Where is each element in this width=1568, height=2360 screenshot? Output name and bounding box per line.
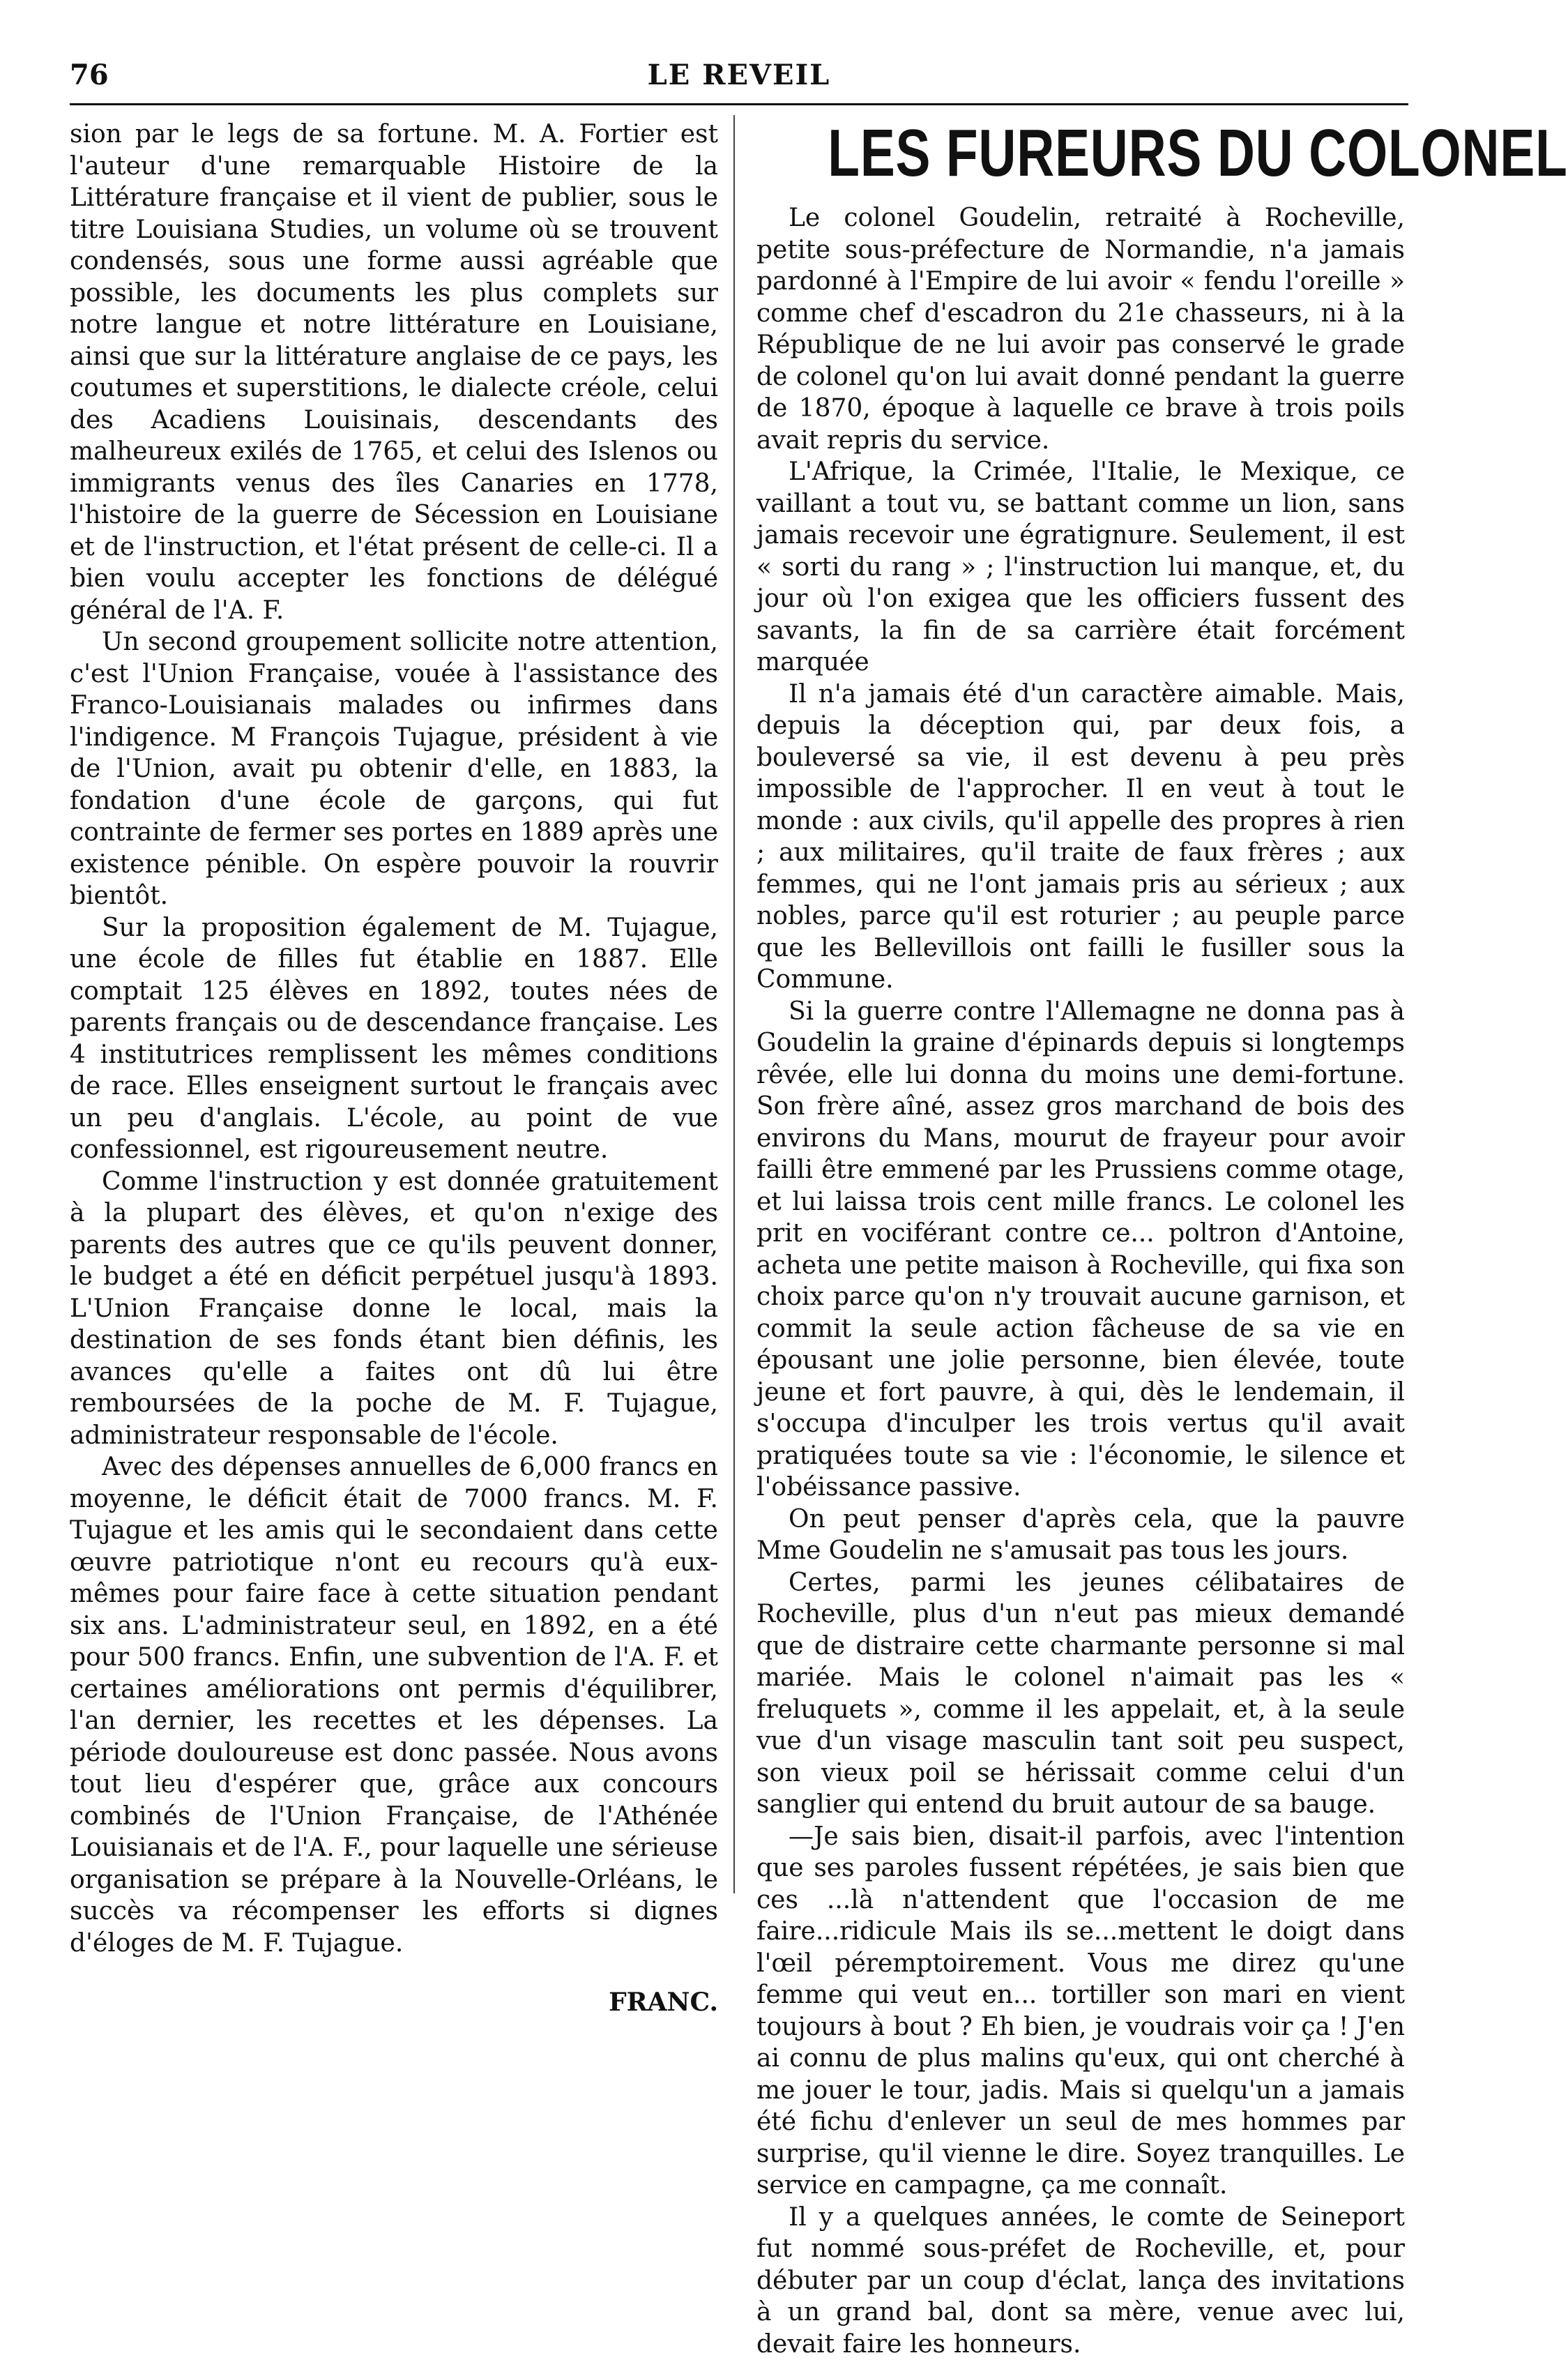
author-signature: FRANC. xyxy=(70,1987,718,2019)
left-column xyxy=(70,119,718,2019)
paragraph: —Je sais bien, disait-il parfois, avec l'intention que ses paroles fussent répétées, je sais bien que ces ...là n'attendent que l'occasion de me faire...ridicule Mais ils se...mettent le doigt dans l'œil péremptoirement. Vous me direz qu'une femme qui veut en... tortiller son mari en vient toujours à bout ? Eh bien, je voudrais voir ça ! J'en ai connu de plus malins qu'eux, qui ont cherché à me jouer le tour, jadis. Mais si quelqu'un a jamais été fichu d'enlever un seul de mes hommes par surprise, qu'il vienne le dire. Soyez tranquilles. Le service en campagne, ça me connaît. xyxy=(756,1821,1405,2202)
running-title: LE REVEIL xyxy=(70,59,1408,91)
paragraph: Il n'a jamais été d'un caractère aimable. Mais, depuis la déception qui, par deux fois, a bouleversé sa vie, il est devenu à peu près impossible de l'approcher. Il en veut à tout le monde : aux civils, qu'il appelle des propres à rien ; aux militaires, qu'il traite de faux frères ; aux femmes, qui ne l'ont jamais pris au sérieux ; aux nobles, parce qu'il est roturier ; au peuple parce que les Bellevillois ont failli le fusiller sous la Commune. xyxy=(756,679,1405,996)
header-rule xyxy=(70,103,1408,105)
paragraph: Il y a quelques années, le comte de Seineport fut nommé sous-préfet de Rocheville, et, pour débuter par un coup d'éclat, lança des invitations à un grand bal, dont sa mère, venue avec lui, devait faire les honneurs. xyxy=(756,2202,1405,2360)
right-column xyxy=(756,119,1405,2360)
column-divider xyxy=(733,115,735,1893)
paragraph: Un second groupement sollicite notre attention, c'est l'Union Française, vouée à l'assistance des Franco-Louisianais malades ou infirmes dans l'indigence. M François Tujague, président à vie de l'Union, avait pu obtenir d'elle, en 1883, la fondation d'une école de garçons, qui fut contrainte de fermer ses portes en 1889 après une existence pénible. On espère pouvoir la rouvrir bientôt. xyxy=(70,626,718,912)
paragraph: Certes, parmi les jeunes célibataires de Rocheville, plus d'un n'eut pas mieux demandé que de distraire cette charmante personne si mal mariée. Mais le colonel n'aimait pas les « freluquets », comme il les appelait, et, à la seule vue d'un visage masculin tant soit peu suspect, son vieux poil se hérissait comme celui d'un sanglier qui entend du bruit autour de sa bauge. xyxy=(756,1567,1405,1821)
paragraph: Le colonel Goudelin, retraité à Rocheville, petite sous-préfecture de Normandie, n'a jamais pardonné à l'Empire de lui avoir « fendu l'oreille » comme chef d'escadron du 21e chasseurs, ni à la République de ne lui avoir pas conservé le grade de colonel qu'on lui avait donné pendant la guerre de 1870, époque à laquelle ce brave à trois poils avait repris du service. xyxy=(756,202,1405,456)
paragraph: Si la guerre contre l'Allemagne ne donna pas à Goudelin la graine d'épinards depuis si longtemps rêvée, elle lui donna du moins une demi-fortune. Son frère aîné, assez gros marchand de bois des environs du Mans, mourut de frayeur pour avoir failli être emmené par les Prussiens comme otage, et lui laissa trois cent mille francs. Le colonel les prit en vociférant contre ce... poltron d'Antoine, acheta une petite maison à Rocheville, qui fixa son choix parce qu'on n'y trouvait aucune garnison, et commit la seule action fâcheuse de sa vie en épousant une jolie personne, bien élevée, toute jeune et fort pauvre, à qui, dès le lendemain, il s'occupa d'inculper les trois vertus qu'il avait pratiquées toute sa vie : l'économie, le silence et l'obéissance passive. xyxy=(756,996,1405,1504)
paragraph: On peut penser d'après cela, que la pauvre Mme Goudelin ne s'amusait pas tous les jours. xyxy=(756,1504,1405,1567)
article-title: LES FUREURS DU COLONEL xyxy=(828,119,1333,188)
paragraph: Avec des dépenses annuelles de 6,000 francs en moyenne, le déficit était de 7000 francs. M. F. Tujague et les amis qui le secondaient dans cette œuvre patriotique n'ont eu recours qu'à eux-mêmes pour faire face à cette situation pendant six ans. L'administrateur seul, en 1892, en a été pour 500 francs. Enfin, une subvention de l'A. F. et certaines améliorations ont permis d'équilibrer, l'an dernier, les recettes et les dépenses. La période douloureuse est donc passée. Nous avons tout lieu d'espérer que, grâce aux concours combinés de l'Union Française, de l'Athénée Louisianais et de l'A. F., pour laquelle une sérieuse organisation se prépare à la Nouvelle-Orléans, le succès va récompenser les efforts si dignes d'éloges de M. F. Tujague. xyxy=(70,1451,718,1959)
page-header xyxy=(70,59,1408,98)
paragraph: Comme l'instruction y est donnée gratuitement à la plupart des élèves, et qu'on n'exige des parents des autres que ce qu'ils peuvent donner, le budget a été en déficit perpétuel jusqu'à 1893. L'Union Française donne le local, mais la destination de ses fonds étant bien définis, les avances qu'elle a faites ont dû lui être remboursées de la poche de M. F. Tujague, administrateur responsable de l'école. xyxy=(70,1166,718,1452)
paragraph: Sur la proposition également de M. Tujague, une école de filles fut établie en 1887. Elle comptait 125 élèves en 1892, toutes nées de parents français ou de descendance française. Les 4 institutrices remplissent les mêmes conditions de race. Elles enseignent surtout le français avec un peu d'anglais. L'école, au point de vue confessionnel, est rigoureusement neutre. xyxy=(70,912,718,1166)
paragraph: sion par le legs de sa fortune. M. A. Fortier est l'auteur d'une remarquable Histoire de la Littérature française et il vient de publier, sous le titre Louisiana Studies, un volume où se trouvent condensés, sous une forme aussi agréable que possible, les documents les plus complets sur notre langue et notre littérature en Louisiane, ainsi que sur la littérature anglaise de ce pays, les coutumes et superstitions, le dialecte créole, celui des Acadiens Louisinais, descendants des malheureux exilés de 1765, et celui des Islenos ou immigrants venus des îles Canaries en 1778, l'histoire de la guerre de Sécession en Louisiane et de l'instruction, et l'état présent de celle-ci. Il a bien voulu accepter les fonctions de délégué général de l'A. F. xyxy=(70,119,718,626)
page-number: 76 xyxy=(70,59,109,91)
paragraph: L'Afrique, la Crimée, l'Italie, le Mexique, ce vaillant a tout vu, se battant comme un lion, sans jamais recevoir une égratignure. Seulement, il est « sorti du rang » ; l'instruction lui manque, et, du jour où l'on exigea que les officiers fussent des savants, la fin de sa carrière était forcément marquée xyxy=(756,456,1405,679)
